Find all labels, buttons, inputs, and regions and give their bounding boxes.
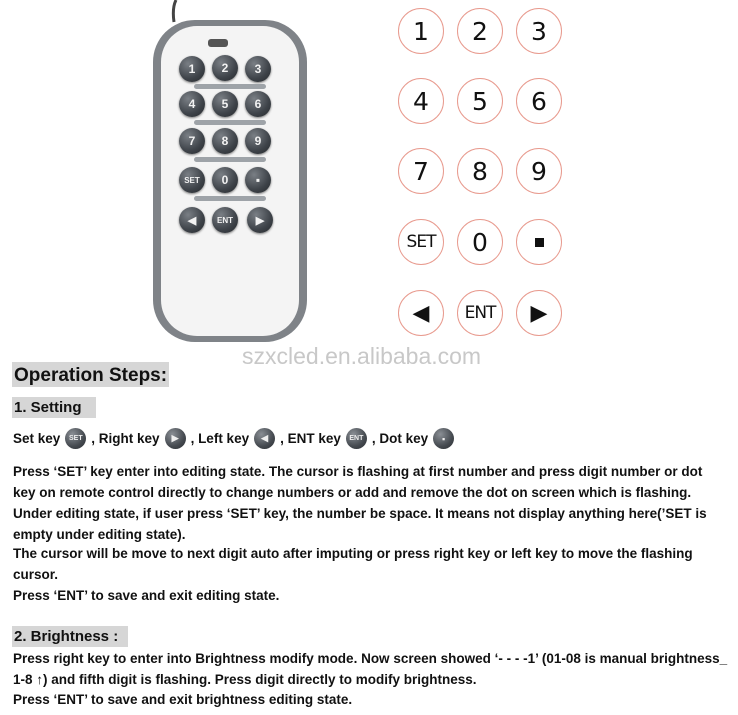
left-arrow-icon: ◀: [254, 428, 275, 449]
remote-key-2: 2: [212, 55, 238, 81]
remote-key-7: 7: [179, 128, 205, 154]
set-key-icon: SET: [65, 428, 86, 449]
remote-key-9: 9: [245, 128, 271, 154]
remote-key-0: 0: [212, 167, 238, 193]
remote-divider: [194, 196, 266, 201]
remote-key-1: 1: [179, 56, 205, 82]
keypad-key-7: 7: [398, 148, 444, 194]
left-key-label: , Left key: [190, 431, 250, 446]
remote-key-left: ◀: [179, 207, 205, 233]
ent-key-icon: ENT: [346, 428, 367, 449]
remote-control-image: [150, 0, 310, 345]
remote-divider: [194, 84, 266, 89]
remote-key-set: SET: [179, 167, 205, 193]
brightness-paragraph-1: Press right key to enter into Brightness modify mode. Now screen showed ‘- - - -1’ (01-08 is manual brightness_ 1-8 ↑) and fifth digit is flashing. Press digit directly to modify brightness.: [13, 651, 728, 687]
dot-key-icon: ▪: [433, 428, 454, 449]
watermark: szxcled.en.alibaba.com: [242, 343, 482, 369]
dot-icon: [535, 238, 544, 247]
keypad-key-set: SET: [398, 219, 444, 265]
right-arrow-icon: ▶: [165, 428, 186, 449]
setting-heading: 1. Setting: [12, 397, 96, 418]
keypad-key-5: 5: [457, 78, 503, 124]
setting-paragraph-3: Press ‘ENT’ to save and exit editing state.: [13, 588, 280, 603]
remote-key-ent: ENT: [212, 207, 238, 233]
keypad-key-ent: ENT: [457, 290, 503, 336]
key-legend: [13, 428, 459, 449]
keypad-key-0: 0: [457, 219, 503, 265]
keypad-key-9: 9: [516, 148, 562, 194]
brightness-heading: 2. Brightness :: [12, 626, 128, 647]
setting-paragraph-2: The cursor will be move to next digit auto after imputing or press right key or left key to move the flashing cursor.: [13, 546, 693, 582]
remote-key-right: ▶: [247, 207, 273, 233]
right-key-label: , Right key: [91, 431, 160, 446]
remote-key-4: 4: [179, 91, 205, 117]
remote-key-3: 3: [245, 56, 271, 82]
remote-key-dot: ▪: [245, 167, 271, 193]
keypad-key-left: ◀: [398, 290, 444, 336]
keypad-key-dot: [516, 219, 562, 265]
keypad-key-1: 1: [398, 8, 444, 54]
brightness-paragraph-2: Press ‘ENT’ to save and exit brightness editing state.: [13, 692, 353, 707]
remote-key-5: 5: [212, 91, 238, 117]
keypad-key-8: 8: [457, 148, 503, 194]
keypad-key-6: 6: [516, 78, 562, 124]
setting-paragraph-1: Press ‘SET’ key enter into editing state. The cursor is flashing at first number and press digit number or dot key on remote control directly to change numbers or add and remove the dot on screen which is flashing. Under editing state, if user press ‘SET’ key, the number be space. It means not display anything here(’SET is empty under editing state).: [13, 464, 707, 542]
remote-key-8: 8: [212, 128, 238, 154]
remote-key-6: 6: [245, 91, 271, 117]
operation-steps-heading: Operation Steps:: [12, 362, 169, 387]
remote-divider: [194, 157, 266, 162]
keypad-key-2: 2: [457, 8, 503, 54]
ent-key-label: , ENT key: [280, 431, 341, 446]
keypad-key-3: 3: [516, 8, 562, 54]
keypad-key-right: ▶: [516, 290, 562, 336]
set-key-label: Set key: [13, 431, 61, 446]
dot-key-label: , Dot key: [371, 431, 429, 446]
remote-divider: [194, 120, 266, 125]
keypad-key-4: 4: [398, 78, 444, 124]
